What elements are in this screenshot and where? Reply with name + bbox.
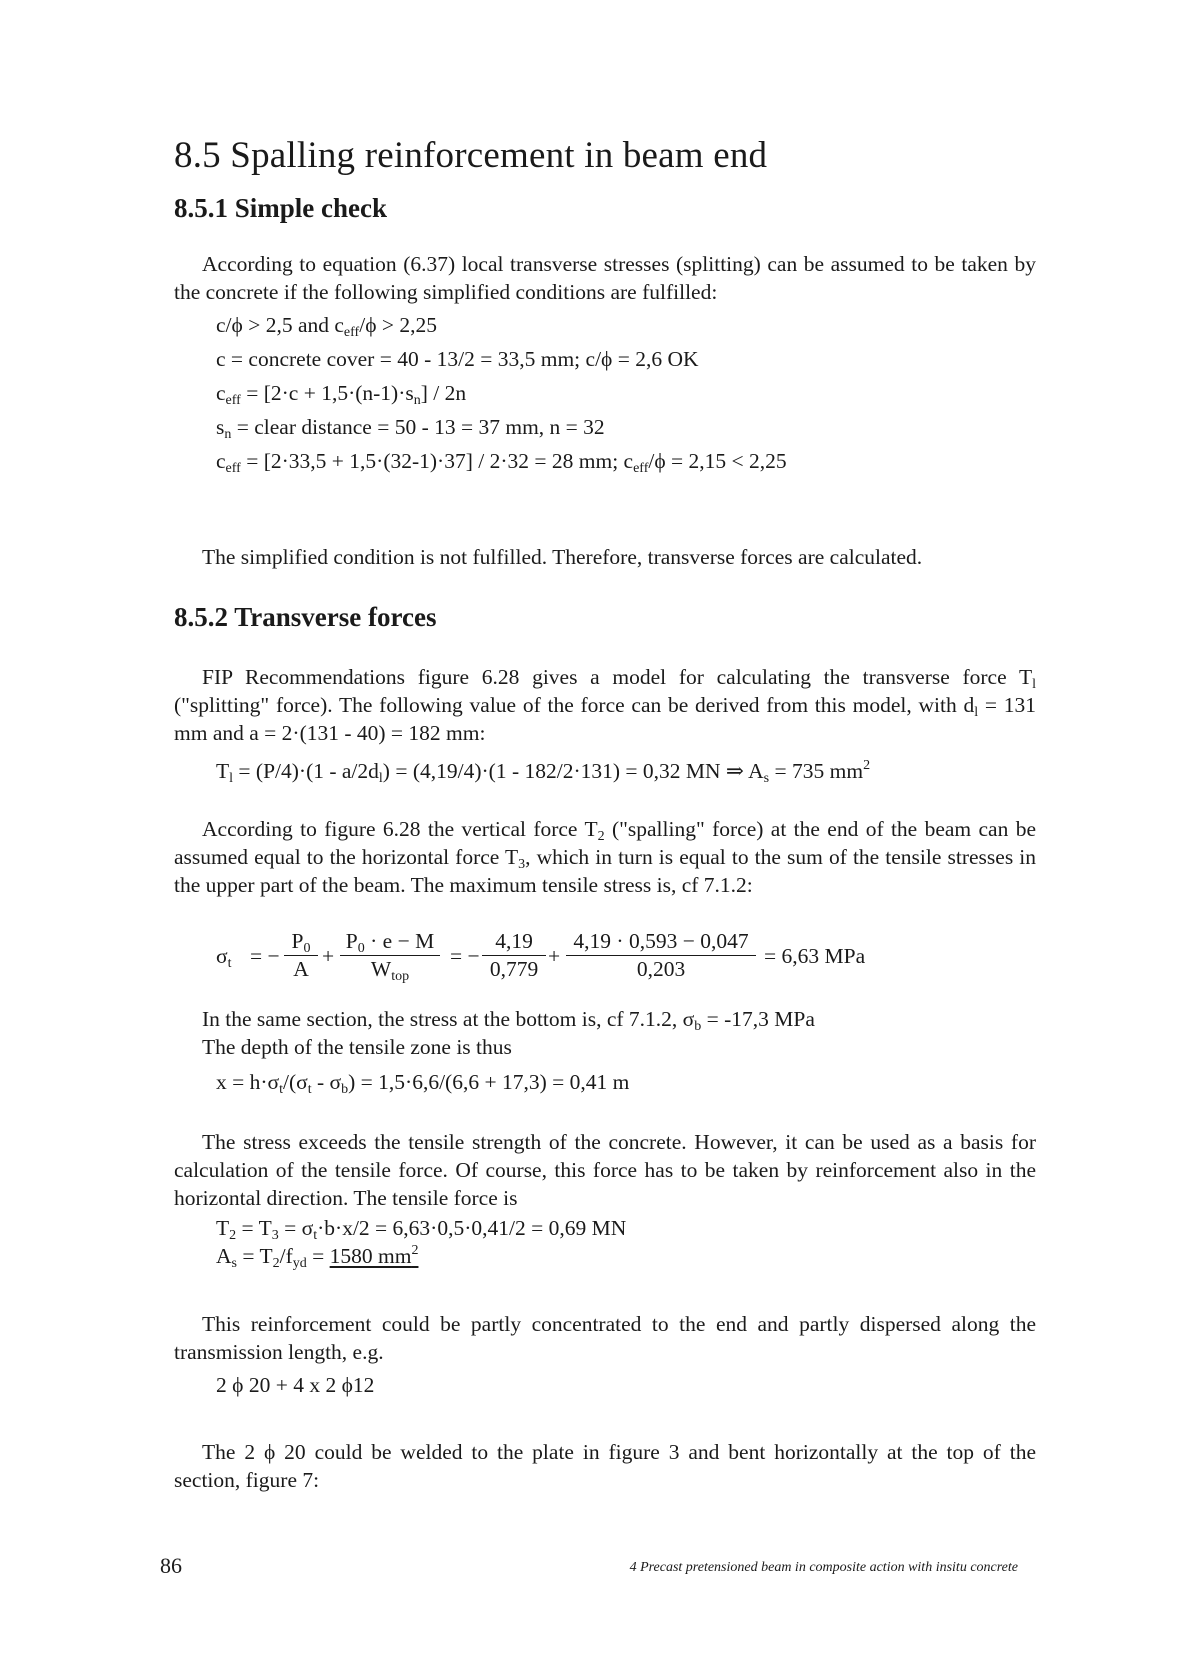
section-title: 8.5 Spalling reinforcement in beam end <box>174 135 768 176</box>
bottom-stress-line: In the same section, the stress at the bottom is, cf 7.1.2, $\sigma_b = -17,3$ MPa <box>202 1007 815 1034</box>
tensile-depth-line: The depth of the tensile zone is thus <box>202 1035 512 1059</box>
paragraph-tensile-strength: The stress exceeds the tensile strength of the concrete. However, it can be used as a basis for calculation of the tensile force. Of course, this force has to be taken by reinforcement also in the horizontal direction. The tensile force is <box>174 1130 1036 1210</box>
as-result-underlined: 1580 $mm^2$ <box>329 1243 419 1268</box>
bar-arrangement: 2 ϕ 20 + 4 x 2 ϕ12 <box>216 1373 375 1397</box>
cover-equation: c = concrete cover = 40 - 13/2 = 33,5 mm; c/ϕ = 2,6 OK <box>216 347 699 371</box>
ceff-formula: $c_{eff} = [2\cdot c + 1,5\cdot(n-1)\cdot s_n] / 2n$ <box>216 381 467 408</box>
t1-equation: $T_l = (P/4)\cdot(1 - a/2d_l) = (4,19/4)\cdot(1 - 182/2\cdot 131) = 0,32$ MN ⇒ $A_s = 735$ $mm^2$ <box>216 758 871 786</box>
paragraph-fip: FIP Recommendations figure 6.28 gives a model for calculating the transverse force $T_l$ ("splitting" force). The following value of the force can be derived from this model, with $d_l = 131$ mm and a = 2·(131 - 40) = 182 mm: <box>174 665 1036 745</box>
sigma-plus-1: + <box>322 944 335 968</box>
paragraph-spalling: According to figure 6.28 the vertical force $T_2$ ("spalling" force) at the end of the beam can be assumed equal to the horizontal force $T_3$, which in turn is equal to the sum of the tensile stresses in the upper part of the beam. The maximum tensile stress is, cf 7.1.2: <box>174 817 1037 897</box>
page-number: 86 <box>160 1553 182 1578</box>
sigma-equals-2: = − <box>450 944 480 968</box>
subsection-heading-simple-check: 8.5.1 Simple check <box>174 193 387 223</box>
paragraph-distribution: This reinforcement could be partly concentrated to the end and partly dispersed along the transmission length, e.g. <box>174 1312 1036 1364</box>
x-depth-equation: $x = h\cdot\sigma_t/(\sigma_t - \sigma_b) = 1,5\cdot 6,6/(6,6 + 17,3) = 0,41$ m <box>216 1070 630 1097</box>
condition-equation: c/ϕ > 2,5 and $c_{eff}/\phi > 2,25$ <box>216 313 438 340</box>
fraction-numeric-1: $\frac{4,19}{0,779}$ <box>482 929 546 982</box>
paragraph-intro: According to equation (6.37) local transverse stresses (splitting) can be assumed to be taken by the concrete if the following simplified conditions are fulfilled: <box>174 252 1036 304</box>
ceff-calculation: $c_{eff} = [2\cdot 33,5 + 1,5\cdot(32-1)\cdot 37] / 2\cdot 32 = 28$ mm; $c_{eff}/\phi = 2,15 < 2,25$ <box>216 449 787 476</box>
fraction-numeric-2: $\frac{4,19 \cdot 0,593 - 0,047}{0,203}$ <box>566 929 756 982</box>
paragraph-welding: The 2 ϕ 20 could be welded to the plate in figure 3 and bent horizontally at the top of the section, figure 7: <box>174 1440 1036 1492</box>
running-footer-title: 4 Precast pretensioned beam in composite action with insitu concrete <box>629 1560 1018 1575</box>
sigma-plus-2: + <box>548 944 561 968</box>
sigma-equals-1: = − <box>250 944 280 968</box>
as-equation: $A_s = T_2/f_{yd} = 1580$ $mm^2$ <box>216 1243 419 1271</box>
t2-t3-equation: $T_2 = T_3 = \sigma_t\cdot b\cdot x/2 = 6,63\cdot 0,5\cdot 0,41/2 = 0,69$ MN <box>216 1216 627 1243</box>
paragraph-conclusion: The simplified condition is not fulfilled. Therefore, transverse forces are calculated. <box>202 545 923 569</box>
sn-equation: $s_n$ = clear distance = 50 - 13 = 37 mm, n = 32 <box>216 415 605 442</box>
fraction-moment-term: $P_0 \cdot e - M$ $W_{top}$ <box>340 929 440 982</box>
sigma-lhs: $\sigma_t$ <box>216 944 232 971</box>
fraction-p0-over-a: $\frac{P_0}{A}$ <box>284 929 318 982</box>
subsection-heading-transverse-forces: 8.5.2 Transverse forces <box>174 602 437 632</box>
sigma-result: = 6,63 MPa <box>764 944 866 968</box>
